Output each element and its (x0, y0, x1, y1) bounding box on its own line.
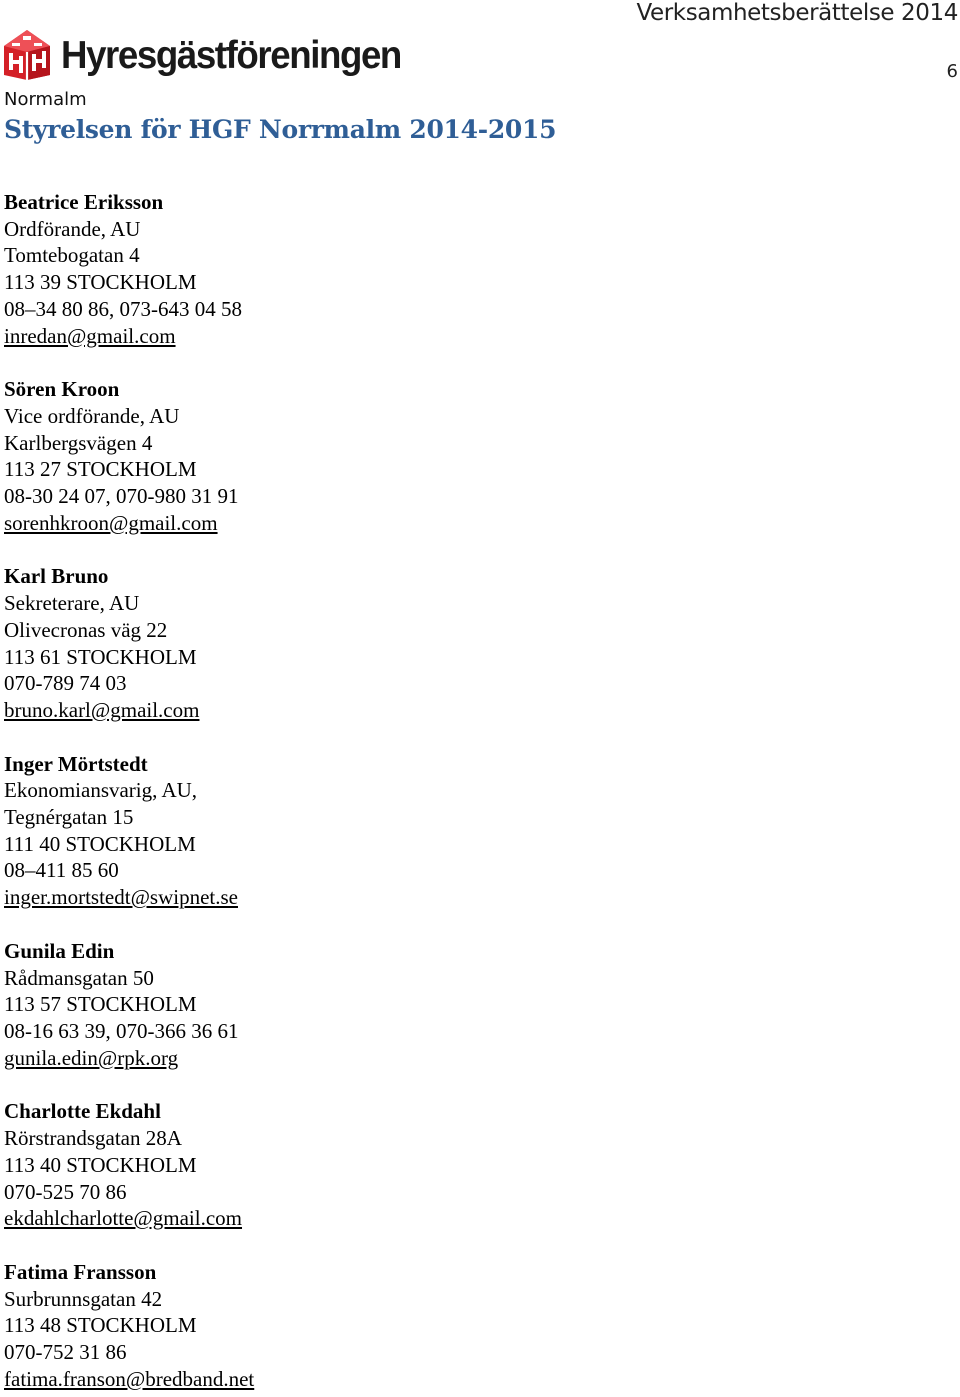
section-name: Normalm (4, 89, 87, 110)
member-street: Karlbergsvägen 4 (4, 430, 153, 455)
member-postal: 113 57 STOCKHOLM (4, 992, 197, 1017)
member-street: Rådmansgatan 50 (4, 965, 154, 990)
member-name: Charlotte Ekdahl (4, 1099, 161, 1124)
member-card (4, 189, 254, 349)
board-member-list (4, 189, 254, 1392)
member-email-link[interactable]: inredan@gmail.com (4, 323, 176, 348)
member-name: Gunila Edin (4, 938, 115, 963)
member-name: Fatima Fransson (4, 1259, 157, 1284)
member-street: Olivecronas väg 22 (4, 617, 168, 642)
member-card (4, 938, 254, 1072)
member-street: Tomtebogatan 4 (4, 243, 140, 268)
member-phone: 070-525 70 86 (4, 1179, 127, 1204)
member-phone: 070-752 31 86 (4, 1340, 127, 1365)
member-role: Vice ordförande, AU (4, 403, 180, 428)
member-role: Sekreterare, AU (4, 591, 140, 616)
member-postal: 113 40 STOCKHOLM (4, 1152, 197, 1177)
member-role: Ordförande, AU (4, 216, 141, 241)
member-postal: 113 61 STOCKHOLM (4, 644, 197, 669)
member-name: Sören Kroon (4, 377, 120, 402)
board-heading: Styrelsen för HGF Norrmalm 2014-2015 (4, 115, 557, 144)
member-postal: 113 48 STOCKHOLM (4, 1313, 197, 1338)
member-name: Inger Mörtstedt (4, 751, 148, 776)
member-email-link[interactable]: sorenhkroon@gmail.com (4, 510, 218, 535)
member-card (4, 376, 254, 536)
member-email-link[interactable]: fatima.franson@bredband.net (4, 1366, 255, 1391)
logo-wordmark: Hyresgästföreningen (61, 33, 401, 77)
organization-logo (3, 28, 423, 82)
member-card (4, 1098, 254, 1232)
member-card (4, 1259, 254, 1393)
member-email-link[interactable]: bruno.karl@gmail.com (4, 697, 200, 722)
house-logo-icon (3, 29, 51, 81)
member-street: Rörstrandsgatan 28A (4, 1126, 182, 1151)
report-title: Verksamhetsberättelse 2014 (636, 0, 958, 26)
member-email-link[interactable]: inger.mortstedt@swipnet.se (4, 885, 238, 910)
member-email-link[interactable]: ekdahlcharlotte@gmail.com (4, 1206, 243, 1231)
member-email-link[interactable]: gunila.edin@rpk.org (4, 1045, 179, 1070)
member-card (4, 563, 254, 723)
member-postal: 113 39 STOCKHOLM (4, 270, 197, 295)
member-phone: 070-789 74 03 (4, 671, 127, 696)
member-phone: 08–411 85 60 (4, 858, 119, 883)
member-street: Tegnérgatan 15 (4, 805, 134, 830)
member-role: Ekonomiansvarig, AU, (4, 778, 198, 803)
member-phone: 08-30 24 07, 070-980 31 91 (4, 484, 239, 509)
page-number: 6 (946, 61, 958, 82)
member-postal: 113 27 STOCKHOLM (4, 457, 197, 482)
member-name: Karl Bruno (4, 564, 109, 589)
member-phone: 08-16 63 39, 070-366 36 61 (4, 1018, 239, 1043)
member-street: Surbrunnsgatan 42 (4, 1286, 163, 1311)
member-postal: 111 40 STOCKHOLM (4, 831, 196, 856)
member-card (4, 751, 254, 911)
member-name: Beatrice Eriksson (4, 190, 164, 214)
member-phone: 08–34 80 86, 073-643 04 58 (4, 296, 242, 321)
